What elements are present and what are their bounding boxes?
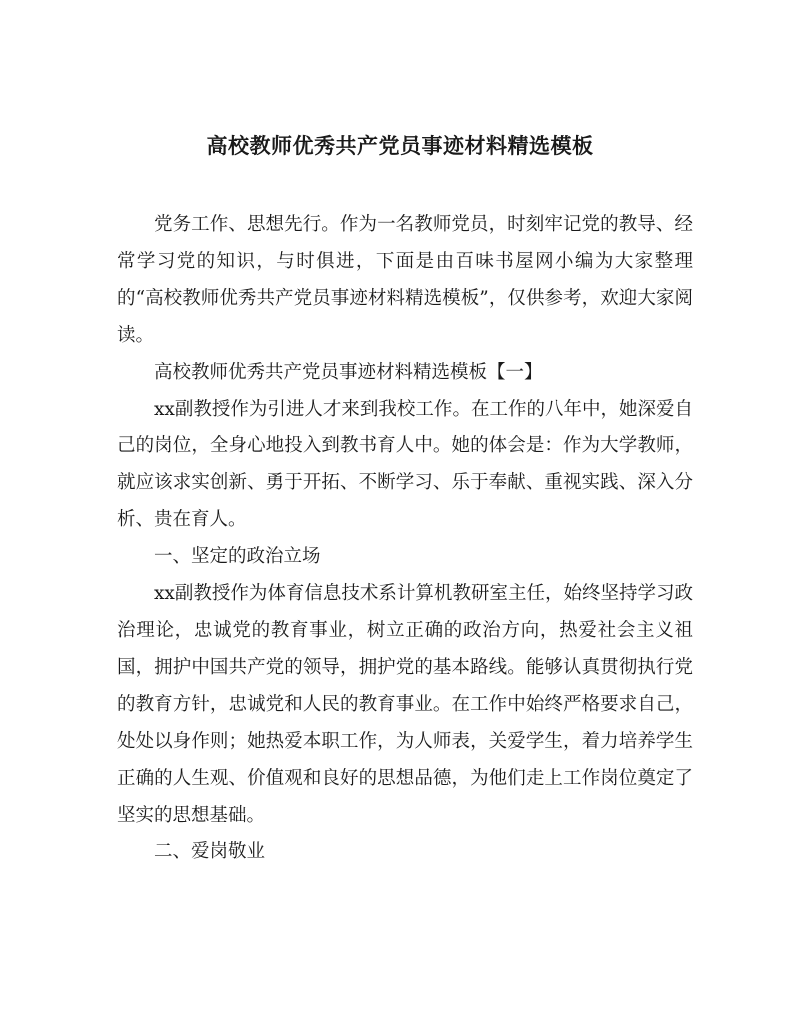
- intro-paragraph: 党务工作、思想先行。作为一名教师党员，时刻牢记党的教导、经常学习党的知识，与时俱进，下面是由百味书屋网小编为大家整理的“高校教师优秀共产党员事迹材料精选模板”，仅供参考，欢迎大家阅读。: [117, 214, 693, 346]
- section-heading-dedication: 二、爱岗敬业: [154, 841, 266, 863]
- document-body: [117, 207, 693, 871]
- document-title: 高校教师优秀共产党员事迹材料精选模板: [206, 133, 594, 158]
- section-heading-template-one: 高校教师优秀共产党员事迹材料精选模板【一】: [154, 361, 543, 383]
- section-heading-political-stance: 一、坚定的政治立场: [154, 546, 321, 568]
- body-paragraph: xx副教授作为体育信息技术系计算机教研室主任，始终坚持学习政治理论，忠诚党的教育事业，树立正确的政治方向，热爱社会主义祖国，拥护中国共产党的领导，拥护党的基本路线。能够认真贯彻执行党的教育方针，忠诚党和人民的教育事业。在工作中始终严格要求自己，处处以身作则；她热爱本职工作，为人师表，关爱学生，着力培养学生正确的人生观、价值观和良好的思想品德，为他们走上工作岗位奠定了坚实的思想基础。: [117, 583, 693, 826]
- body-paragraph: xx副教授作为引进人才来到我校工作。在工作的八年中，她深爱自己的岗位，全身心地投入到教书育人中。她的体会是：作为大学教师，就应该求实创新、勇于开拓、不断学习、乐于奉献、重视实践、深入分析、贵在育人。: [117, 398, 693, 531]
